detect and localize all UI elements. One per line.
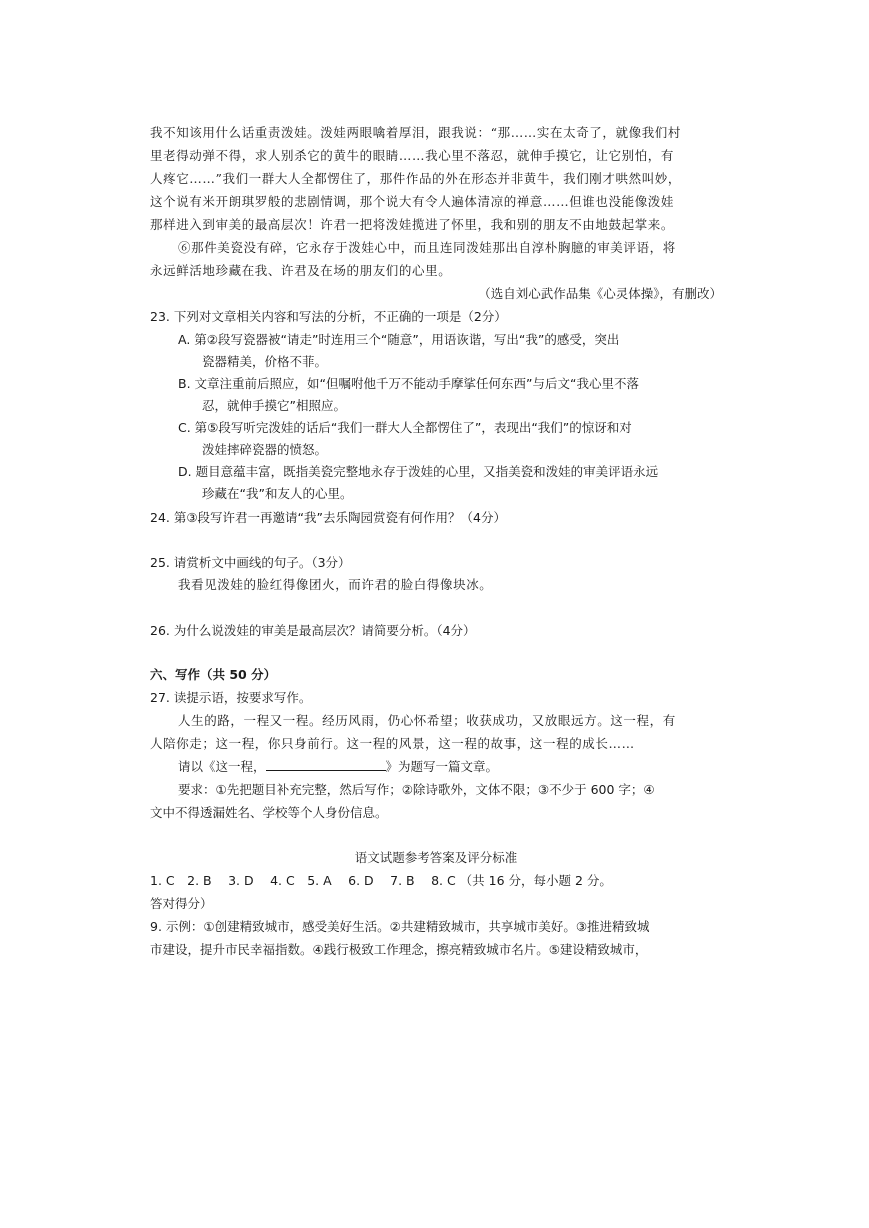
title-blank xyxy=(266,759,386,771)
question-26: 26. 为什么说泼娃的审美是最高层次？请简要分析。（4分） xyxy=(150,623,476,638)
question-23-option-a-cont: 瓷器精美，价格不菲。 xyxy=(202,354,328,369)
passage-source: （选自刘心武作品集《心灵体操》，有删改） xyxy=(478,286,722,301)
passage-line: 那样进入到审美的最高层次！许君一把将泼娃揽进了怀里，我和别的朋友不由地鼓起掌来。 xyxy=(150,217,675,232)
writing-requirements: 要求：①先把题目补充完整，然后写作；②除诗歌外，文体不限；③不少于 600 字；④ xyxy=(178,782,655,797)
answer-mc-line-cont: 答对得分） xyxy=(150,896,213,911)
question-23-option-c: C. 第⑤段写听完泼娃的话后“我们一群大人全都愣住了”，表现出“我们”的惊讶和对 xyxy=(178,420,632,435)
passage-line: 人疼它……”我们一群大人全都愣住了，那件作品的外在形态并非黄牛，我们刚才哄然叫妙， xyxy=(150,171,681,186)
passage-line: ⑥那件美瓷没有碎，它永存于泼娃心中，而且连同泼娃那出自淳朴胸臆的审美评语，将 xyxy=(178,240,676,255)
passage-line: 永远鲜活地珍藏在我、许君及在场的朋友们的心里。 xyxy=(150,263,452,278)
question-24: 24. 第③段写许君一再邀请“我”去乐陶园赏瓷有何作用？（4分） xyxy=(150,510,506,525)
writing-prompt-line: 人陪你走；这一程，你只身前行。这一程的风景，这一程的故事，这一程的成长…… xyxy=(150,736,635,751)
passage-line: 里老得动弹不得，求人别杀它的黄牛的眼睛……我心里不落忍，就伸手摸它，让它别怕，有 xyxy=(150,148,675,163)
question-23-option-d: D. 题目意蕴丰富，既指美瓷完整地永存于泼娃的心里，又指美瓷和泼娃的审美评语永远 xyxy=(178,464,659,479)
answer-key-heading: 语文试题参考答案及评分标准 xyxy=(354,850,518,865)
answer-mc-line: 1. C 2. B 3. D 4. C 5. A 6. D 7. B 8. C （共 16 分，每小题 2 分。 xyxy=(150,873,612,888)
question-27-stem: 27. 读提示语，按要求写作。 xyxy=(150,690,312,705)
question-23-option-d-cont: 珍藏在“我”和友人的心里。 xyxy=(202,486,353,501)
question-25-quote: 我看见泼娃的脸红得像团火，而许君的脸白得像块冰。 xyxy=(178,577,493,592)
answer-9-line: 9. 示例：①创建精致城市，感受美好生活。②共建精致城市，共享城市美好。③推进精致城 xyxy=(150,919,650,934)
question-23-stem: 23. 下列对文章相关内容和写法的分析，不正确的一项是（2分） xyxy=(150,309,507,324)
question-23-option-b: B. 文章注重前后照应，如“但嘱咐他千万不能动手摩挲任何东西”与后文“我心里不落 xyxy=(178,376,639,391)
writing-title-prefix: 请以《这一程， xyxy=(178,759,266,774)
passage-line: 我不知该用什么话重责泼娃。泼娃两眼噙着厚泪，跟我说：“那……实在太奇了，就像我们村 xyxy=(150,125,681,140)
writing-prompt-line: 人生的路，一程又一程。经历风雨，仍心怀希望；收获成功，又放眼远方。这一程，有 xyxy=(178,713,676,728)
answer-9-line-cont: 市建设，提升市民幸福指数。④践行极致工作理念，擦亮精致城市名片。⑤建设精致城市， xyxy=(150,942,648,957)
writing-requirements-cont: 文中不得透漏姓名、学校等个人身份信息。 xyxy=(150,805,388,820)
question-23-option-a: A. 第②段写瓷器被“请走”时连用三个“随意”，用语诙谐，写出“我”的感受，突出 xyxy=(178,332,620,347)
question-23-option-b-cont: 忍，就伸手摸它”相照应。 xyxy=(202,398,346,413)
question-25-stem: 25. 请赏析文中画线的句子。（3分） xyxy=(150,555,351,570)
writing-section-heading: 六、写作（共 50 分） xyxy=(150,667,277,682)
writing-title-suffix: 》为题写一篇文章。 xyxy=(385,759,499,774)
passage-line: 这个说有米开朗琪罗般的悲剧情调，那个说大有令人遍体清凉的禅意……但谁也没能像泼娃 xyxy=(150,194,675,209)
question-23-option-c-cont: 泼娃摔碎瓷器的愤怒。 xyxy=(202,442,328,457)
writing-title-line xyxy=(178,757,722,777)
